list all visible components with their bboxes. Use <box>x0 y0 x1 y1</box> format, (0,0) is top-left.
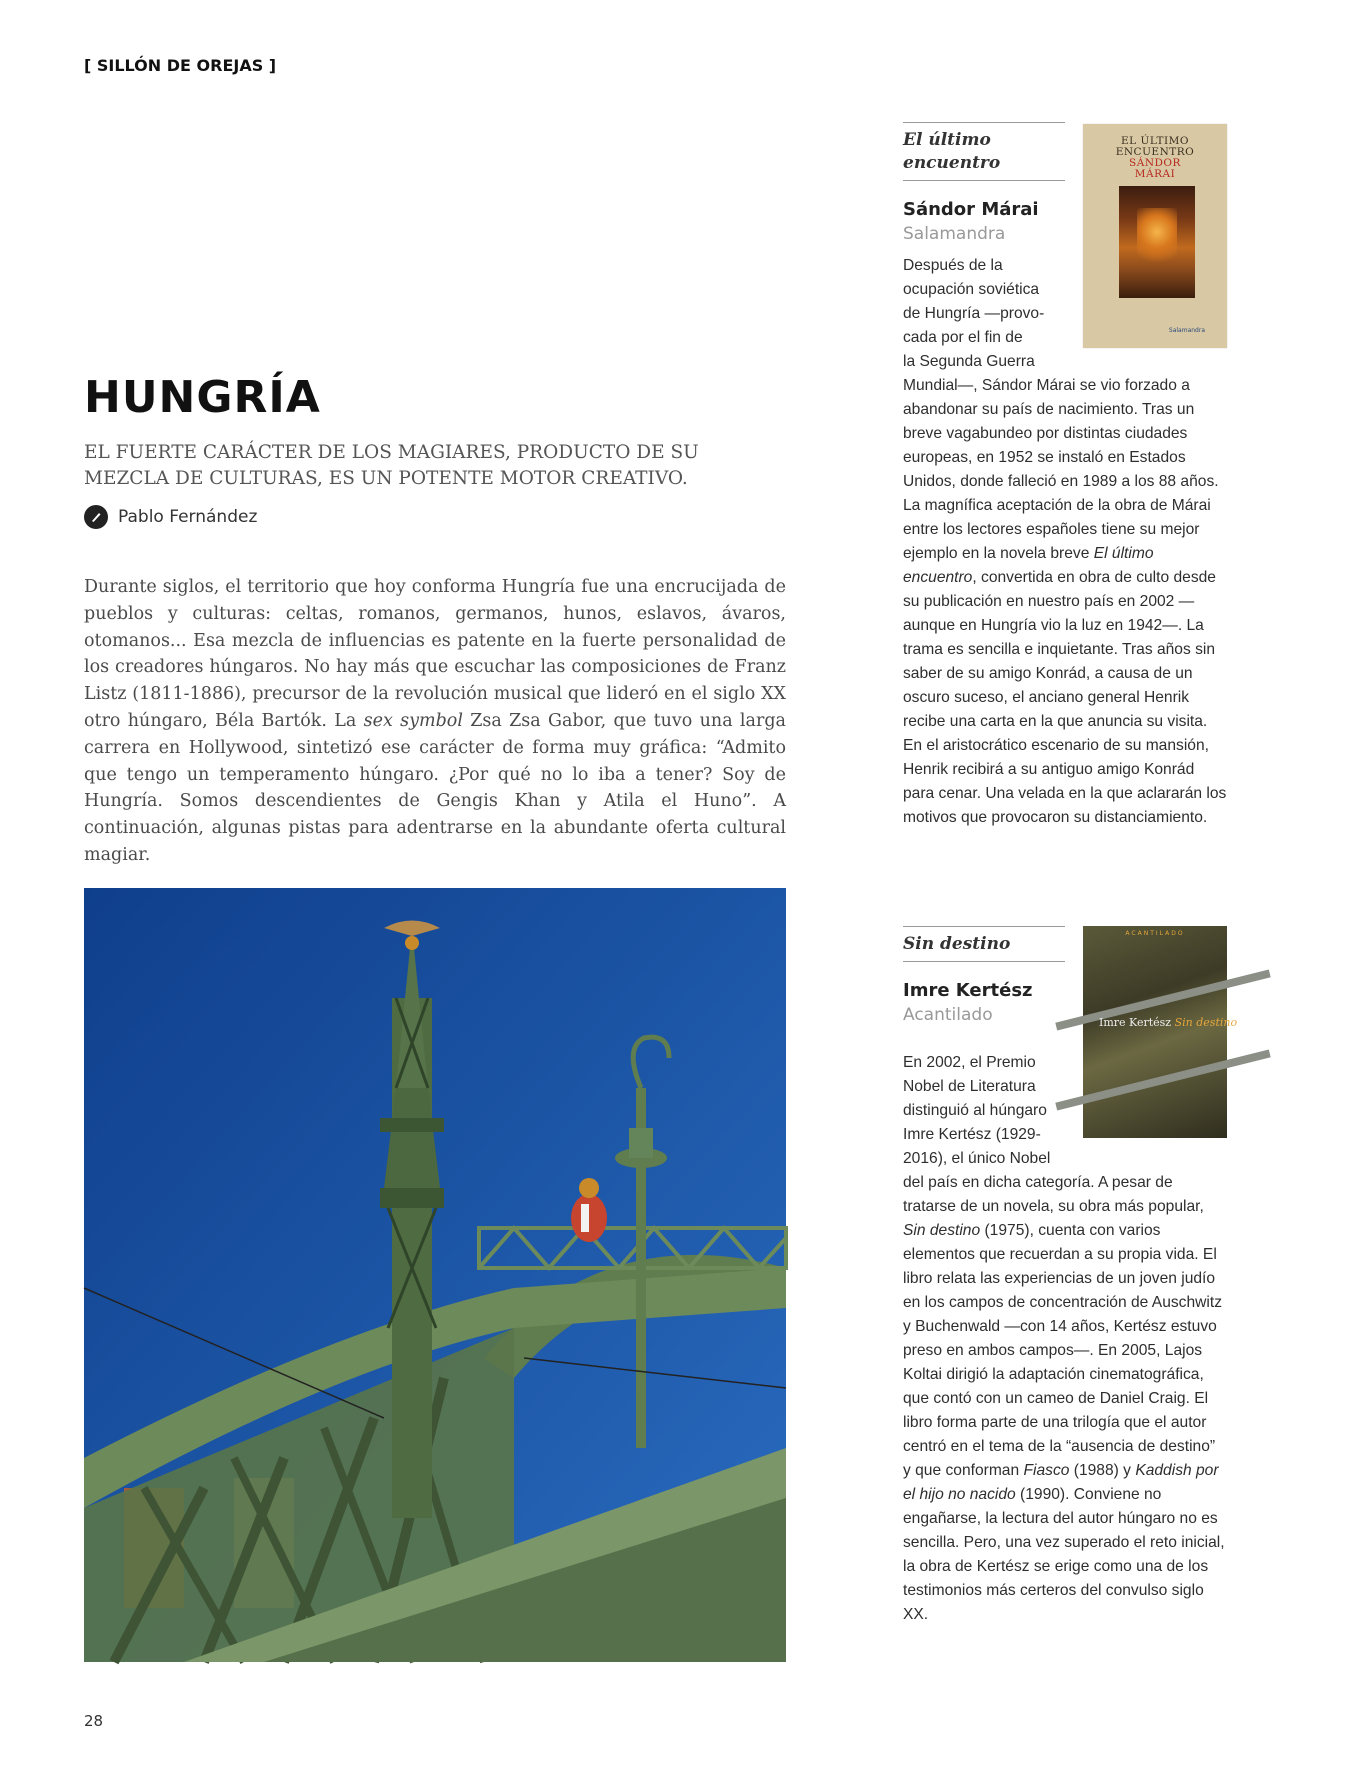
book-1-cover-image <box>1119 186 1195 298</box>
publisher-logo: Salamandra <box>1168 327 1205 334</box>
body-part-1: Durante siglos, el territorio que hoy conforma Hungría fue una encrucijada de pueblos y culturas: celtas, romanos, germanos, hunos, eslavos, ávaros, otomanos... Esa mezcla de influencias es patente en la fuerte personalidad de los creadores húngaros. No hay más que escuchar las composiciones de Franz Listz (1811-1886), precursor de la revolución musical que lideró en el siglo XX otro húngaro, Béla Bartók. La <box>84 577 786 731</box>
book-1-cover: EL ÚLTIMO ENCUENTRO SÁNDOR MÁRAI Salamandra <box>1083 124 1227 348</box>
book-1-publisher: Salamandra <box>903 224 1006 244</box>
article-body <box>84 574 786 869</box>
cover-rail <box>1055 1050 1270 1111</box>
article-title: HUNGRÍA <box>84 372 321 423</box>
article-author <box>84 505 257 529</box>
book-1-author: Sándor Márai <box>903 199 1039 220</box>
book-1-title: El último encuentro <box>903 122 1065 181</box>
article-subtitle: EL FUERTE CARÁCTER DE LOS MAGIARES, PRODUCTO DE SU MEZCLA DE CULTURAS, ES UN POTENTE MOTOR CREATIVO. <box>84 442 699 489</box>
book-2-publisher: Acantilado <box>903 1005 993 1025</box>
liberty-bridge-photo <box>84 888 786 1662</box>
book-2-cover: ACANTILADO Imre Kertész Sin destino <box>1083 926 1227 1138</box>
page-number: 28 <box>84 1712 104 1730</box>
body-part-2: Zsa Zsa Gabor, que tuvo una larga carrera en Hollywood, sintetizó ese carácter de forma muy gráfica: “Admito que tengo un temperamento húngaro. ¿Por qué no lo iba a tener? Soy de Hungría. Somos descendientes de Gengis Khan y Atila el Huno”. A continuación, algunas pistas para adentrarse en la abundante oferta cultural magiar. <box>84 710 786 865</box>
author-name: Pablo Fernández <box>118 507 258 527</box>
book-2-author: Imre Kertész <box>903 980 1033 1001</box>
body-italic-sex-symbol: sex symbol <box>363 710 463 731</box>
book-2-title: Sin destino <box>903 926 1065 962</box>
section-tag: [ SILLÓN DE OREJAS ] <box>84 56 277 75</box>
book-1-description: Después de la ocupación soviética de Hungría —provo- cada por el fin de la Segunda Guerra Mundial—, Sándor Márai se vio forzado a abandonar su país de nacimiento. Tras un breve vagabundeo por distintas ciudades europeas, en 1952 se instaló en Estados Unidos, donde falleció en 1989 a los 88 años. La magnífica aceptación de la obra de Márai entre los lectores españoles tiene su mejor ejemplo en la novela breve El último encuentro, convertida en obra de culto desde su publicación en nuestro país en 2002 —aunque en Hungría vio la luz en 1942—. La trama es sencilla e inquietante. Tras años sin saber de su amigo Konrád, a causa de un oscuro suceso, el anciano general Henrik recibe una carta en la que anuncia su visita. En el aristocrático escenario de su mansión, Henrik recibirá a su antiguo amigo Konrád para cenar. Una velada en la que aclararán los motivos que provocaron su distanciamiento. <box>903 257 1227 826</box>
pen-icon <box>84 505 108 529</box>
book-2-description: En 2002, el Premio Nobel de Literatura distinguió al húngaro Imre Kertész (1929- 2016), el único Nobel del país en dicha categoría. A pesar de tratarse de un novela, su obra más popular, Sin destino (1975), cuenta con varios elementos que recuerdan a su propia vida. El libro relata las experiencias de un joven judío en los campos de concentración de Auschwitz y Buchenwald —con 14 años, Kertész estuvo preso en ambos campos—. En 2005, Lajos Koltai dirigió la adaptación cinematográfica, que contó con un cameo de Daniel Craig. El libro forma parte de una trilogía que el autor centró en el tema de la “ausencia de destino” y que conforman Fiasco (1988) y Kaddish por el hijo no nacido (1990). Conviene no engañarse, la lectura del autor húngaro no es sencilla. Pero, una vez superado el reto inicial, la obra de Kertész se erige como una de los testimonios más certeros del convulso siglo XX. <box>903 1054 1225 1623</box>
